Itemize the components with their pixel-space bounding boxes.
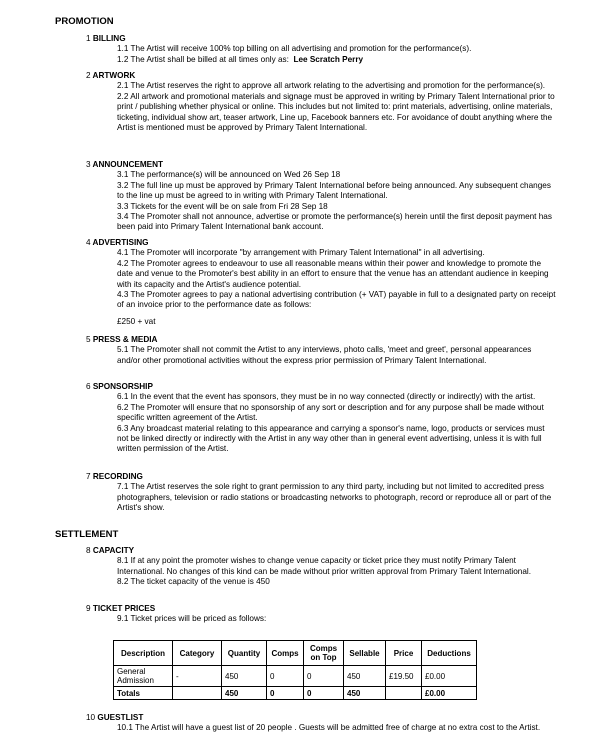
table-cell: 0 <box>304 666 344 687</box>
promotion-heading: PROMOTION <box>55 16 114 27</box>
section-title: 2 ARTWORK <box>86 71 136 80</box>
artist-name: Lee Scratch Perry <box>293 54 364 64</box>
table-cell <box>173 687 222 700</box>
clause-10-1: 10.1 The Artist will have a guest list of 20 people . Guests will be admitted free of charge at no extra cost to the Artist. <box>117 723 541 733</box>
table-cell: 450 <box>222 666 267 687</box>
advertising-amount: £250 + vat <box>117 316 156 326</box>
col-header: Description <box>114 641 173 666</box>
section-title: 5 PRESS & MEDIA <box>86 335 158 344</box>
table-cell: 450 <box>222 687 267 700</box>
table-row <box>114 666 477 687</box>
clause-7-1: 7.1 The Artist reserves the sole right to grant permission to any third party, including but not limited to accredited press photographers, television or radio stations or broadcasting networks to photograph, record or reproduce all or part of the Artist's show. <box>117 482 552 513</box>
table-cell: £19.50 <box>386 666 422 687</box>
col-header: Price <box>386 641 422 666</box>
section-sponsorship <box>86 382 556 455</box>
clause-6-2: 6.2 The Promoter will ensure that no sponsorship of any sort or description and for any purpose shall be made without specific written agreement of the Artist. <box>117 402 544 423</box>
table-cell: 0 <box>304 687 344 700</box>
section-title: 6 SPONSORSHIP <box>86 382 153 391</box>
clause-6-3: 6.3 Any broadcast material relating to this appearance and carrying a sponsor's name, logo, products or services must not be linked directly or indirectly with the Artist in any way other than in general event advertising, unless it is with full written permission of the Artist. <box>117 423 545 454</box>
section-ticket-prices <box>86 604 556 625</box>
table-cell: - <box>173 666 222 687</box>
clause-8-2: 8.2 The ticket capacity of the venue is 450 <box>117 577 270 587</box>
clause-3-4: 3.4 The Promoter shall not announce, advertise or promote the performance(s) herein until the first deposit payment has been paid into Primary Talent International bank account. <box>117 212 552 232</box>
col-header: Category <box>173 641 222 666</box>
col-header: Quantity <box>222 641 267 666</box>
section-capacity <box>86 546 556 588</box>
clause-2-2: 2.2 All artwork and promotional materials and signage must be approved in writing by Primary Talent International prior to print / publishing whether physical or online. This includes but not limited to: print materials, advertising, online materials, ticketing, individual show art, teaser artwork, Line up, Facebook banners etc. For avoidance of doubt anything where the Artist is mentioned must be approved by Primary Talent International. <box>117 91 555 133</box>
section-title: 10 GUESTLIST <box>86 713 144 722</box>
clause-4-1: 4.1 The Promoter will incorporate "by arrangement with Primary Talent International" in all advertising. <box>117 248 485 258</box>
settlement-heading: SETTLEMENT <box>55 529 119 540</box>
clause-1-1: 1.1 The Artist will receive 100% top billing on all advertising and promotion for the performance(s). <box>117 44 472 54</box>
table-cell: 450 <box>344 687 386 700</box>
section-title: 8 CAPACITY <box>86 546 135 555</box>
clause-2-1: 2.1 The Artist reserves the right to approve all artwork relating to the advertising and promotion for the performance(s). <box>117 81 546 91</box>
table-cell: £0.00 <box>422 666 477 687</box>
section-title: 1 BILLING <box>86 34 126 43</box>
section-artwork <box>86 71 556 133</box>
clause-4-3: 4.3 The Promoter agrees to pay a national advertising contribution (+ VAT) payable in full to a designated party on receipt of an invoice prior to the performance date as follows: <box>117 290 556 310</box>
clause-3-3: 3.3 Tickets for the event will be on sale from Fri 28 Sep 18 <box>117 201 328 211</box>
table-cell: 0 <box>267 666 304 687</box>
ticket-prices-table <box>113 640 477 700</box>
table-cell: 450 <box>344 666 386 687</box>
section-title: 4 ADVERTISING <box>86 238 149 247</box>
section-title: 3 ANNOUNCEMENT <box>86 160 164 169</box>
table-cell <box>386 687 422 700</box>
section-advertising <box>86 238 556 327</box>
section-title: 9 TICKET PRICES <box>86 604 156 613</box>
col-header: Comps on Top <box>304 641 344 666</box>
table-cell: General Admission <box>114 666 173 687</box>
section-billing <box>86 34 556 65</box>
section-guestlist <box>86 713 556 734</box>
table-cell: £0.00 <box>422 687 477 700</box>
col-header: Deductions <box>422 641 477 666</box>
table-header-row <box>114 641 477 666</box>
section-recording <box>86 472 556 514</box>
clause-3-1: 3.1 The performance(s) will be announced on Wed 26 Sep 18 <box>117 170 341 180</box>
section-press-media <box>86 335 556 366</box>
clause-6-1: 6.1 In the event that the event has sponsors, they must be in no way connected (directly or indirectly) with the artist. <box>117 392 536 402</box>
table-cell: 0 <box>267 687 304 700</box>
totals-row <box>114 687 477 700</box>
clause-3-2: 3.2 The full line up must be approved by Primary Talent International before being announced. Any subsequent changes to the line up must be agreed to in writing with Primary Talent International. <box>117 180 551 201</box>
col-header: Comps <box>267 641 304 666</box>
section-announcement <box>86 160 556 233</box>
col-header: Sellable <box>344 641 386 666</box>
section-title: 7 RECORDING <box>86 472 143 481</box>
clause-4-2: 4.2 The Promoter agrees to endeavour to use all reasonable means within their power and knowledge to promote the date and venue to the Promoter's best ability in an effort to ensure that the venue has an attendant audience in keeping with its capacity and the Artist's audience potential. <box>117 258 549 289</box>
clause-8-1: 8.1 If at any point the promoter wishes to change venue capacity or ticket price they must notify Primary Talent International. No changes of this kind can be made without prior written approval from Primary Talent International. <box>117 556 531 576</box>
clause-5-1: 5.1 The Promoter shall not commit the Artist to any interviews, photo calls, 'meet and greet', personal appearances and/or other promotional activities without the express prior permission of Primary Talent International. <box>117 345 532 365</box>
clause-1-2: 1.2 The Artist shall be billed at all times only as: Lee Scratch Perry <box>117 54 364 64</box>
clause-9-1: 9.1 Ticket prices will be priced as follows: <box>117 614 267 624</box>
table-cell: Totals <box>114 687 173 700</box>
